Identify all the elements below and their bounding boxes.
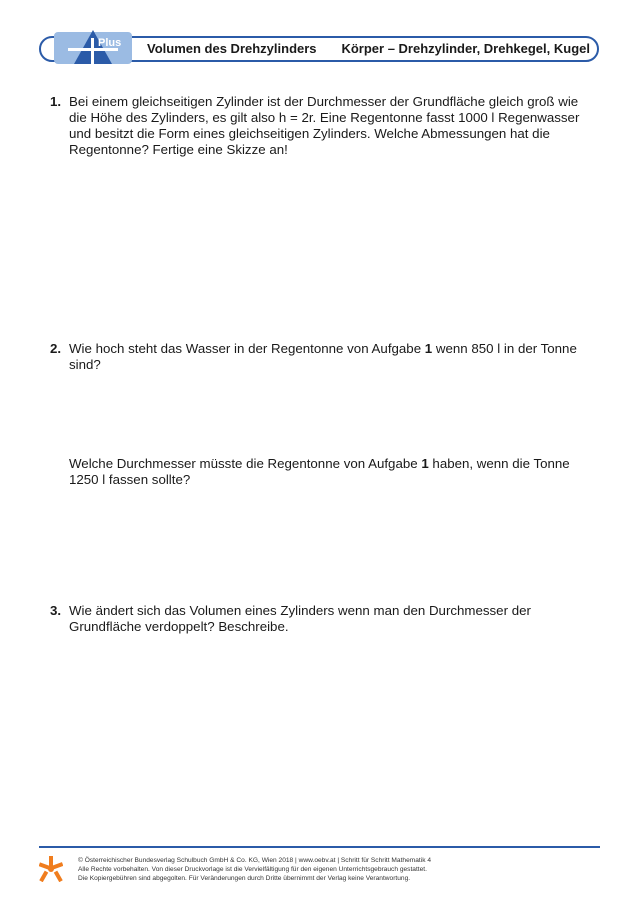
footer-divider [39, 846, 600, 848]
task-3 [50, 603, 595, 635]
task-text: Wie hoch steht das Wasser in der Regentonne von Aufgabe 1 wenn 850 l in der Tonne sind? [69, 341, 577, 372]
worksheet-topic: Körper – Drehzylinder, Drehkegel, Kugel [341, 41, 590, 56]
task-1 [50, 94, 595, 158]
task-number: 2. [50, 341, 62, 356]
copyright-notice: © Österreichischer Bundesverlag Schulbuch GmbH & Co. KG, Wien 2018 | www.oebv.at | Schritt für Schritt Mathematik 4 Alle Rechte vorbehalten. Von dieser Druckvorlage ist die Vervielfältigung für den eigenen Unterrichtsgebrauch gestattet. Die Kopiergebühren sind abgegolten. Für Veränderungen durch Dritte übernimmt der Verlag keine Verantwortung. [78, 857, 432, 882]
task-text: Bei einem gleichseitigen Zylinder ist der Durchmesser der Grundfläche gleich groß wie die Höhe des Zylinders, es gilt also h = 2r. Eine Regentonne fasst 1000 l Regenwasser und besitzt die Form eines gleichseitigen Zylinders. Welche Abmessungen hat die Regentonne? Fertige eine Skizze an! [69, 94, 580, 157]
task-2b [50, 456, 595, 488]
task-text: Wie ändert sich das Volumen eines Zylinders wenn man den Durchmesser der Grundfläche verdoppelt? Beschreibe. [69, 603, 531, 634]
task-number: 3. [50, 603, 62, 618]
plus-logo [54, 28, 132, 68]
task-2a [50, 341, 595, 373]
logo-text: Plus [98, 37, 122, 49]
task-text: Welche Durchmesser müsste die Regentonne von Aufgabe 1 haben, wenn die Tonne 1250 l fassen sollte? [69, 456, 570, 487]
task-number: 1. [50, 94, 62, 109]
publisher-logo-icon [39, 856, 63, 882]
worksheet-title: Volumen des Drehzylinders [147, 41, 317, 56]
